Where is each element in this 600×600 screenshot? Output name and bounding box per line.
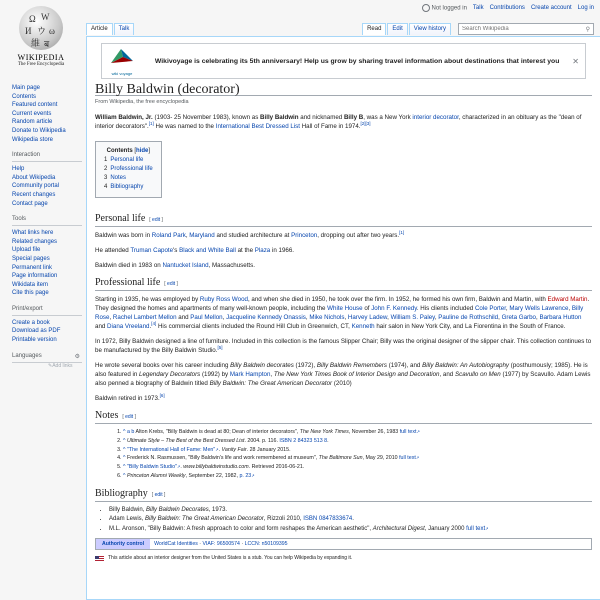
- note-item: 4. ^ Frederick N. Rasmussen, "Billy Baldwin's life and work remembered at museum", The Baltimore Sun, May 29, 2010 full text ↗: [123, 454, 592, 463]
- sidebar-item-upload-file[interactable]: Upload file: [12, 247, 41, 254]
- site-notice-banner: [101, 43, 586, 79]
- paragraph: Starting in 1935, he was employed by Ruby Ross Wood, and when she died in 1950, he took over the firm. In 1952, he formed his own firm, Baldwin and Martin, with Edward Martin. They designed the homes and apartments of many well-known people, including the White House of John F. Kennedy. His clients included Cole Porter, Mary Wells Lawrence, Billy Rose, Rachel Lambert Mellon and Paul Mellon, Jacqueline Kennedy Onassis, Mike Nichols, Harvey Ladew, William S. Paley, Pauline de Rothschild, Greta Garbo, Barbara Hutton and Diana Vreeland.[4] His commercial clients included the Round Hill Club in Greenwich, CT, Kenneth hair salon in New York City, and La Fiorentina in the South of France.: [95, 296, 590, 330]
- sidebar-navigation: [12, 84, 86, 144]
- search-box[interactable]: [458, 23, 594, 35]
- tab-view-history[interactable]: View history: [409, 23, 451, 35]
- tab-talk[interactable]: Talk: [114, 23, 135, 35]
- bibliography-item: • Adam Lewis, Billy Baldwin: The Great American Decorator, Rizzoli 2010, ISBN 0847833674.: [109, 515, 592, 524]
- sidebar-heading-tools[interactable]: Tools: [12, 216, 27, 223]
- personal-tools: [422, 4, 594, 12]
- sidebar-heading-print[interactable]: Print/export: [12, 305, 43, 312]
- not-logged-in: Not logged in: [422, 4, 467, 12]
- sidebar-item-about[interactable]: About Wikipedia: [12, 174, 56, 181]
- gear-icon[interactable]: ⚙: [74, 353, 80, 360]
- note-item: 6. ^ Princeton Alumni Weekly, September 22, 1982, p. 23 ↗: [123, 472, 592, 481]
- toc-hide-toggle[interactable]: hide: [136, 148, 149, 154]
- sidebar: [0, 84, 86, 369]
- sidebar-item-contents[interactable]: Contents: [12, 93, 37, 100]
- paragraph: Baldwin retired in 1973.[6]: [95, 392, 165, 402]
- content: [86, 36, 600, 600]
- logo-wordmark: WIKIPEDIA: [17, 53, 65, 62]
- divider: [12, 315, 82, 316]
- view-tabs: [362, 23, 594, 35]
- tab-read[interactable]: Read: [362, 23, 386, 35]
- toc-item[interactable]: 4 Bibliography: [104, 184, 144, 190]
- paragraph: Baldwin died in 1983 on Nantucket Island, Massachusetts.: [95, 262, 255, 269]
- sidebar-item-contact[interactable]: Contact page: [12, 200, 48, 207]
- bibliography-list: [95, 506, 592, 535]
- authority-control-label[interactable]: Authority control: [96, 539, 150, 549]
- tab-article[interactable]: Article: [86, 23, 113, 35]
- site-sub: From Wikipedia, the free encyclopedia: [95, 99, 189, 105]
- bibliography-item: • Billy Baldwin, Billy Baldwin Decorates, 1973.: [109, 506, 592, 515]
- sidebar-item-create-book[interactable]: Create a book: [12, 319, 50, 326]
- log-in-link[interactable]: Log in: [577, 5, 594, 11]
- section-edit-link[interactable]: [ edit ]: [164, 281, 178, 287]
- tab-edit[interactable]: Edit: [387, 23, 407, 35]
- section-heading-notes: Notes [ edit ]: [95, 411, 592, 424]
- section-edit-link[interactable]: [ edit ]: [122, 414, 136, 420]
- sidebar-item-download-pdf[interactable]: Download as PDF: [12, 328, 61, 335]
- authority-link[interactable]: VIAF: 96500574: [202, 540, 240, 547]
- sidebar-heading-interaction[interactable]: Interaction: [12, 152, 41, 159]
- sidebar-heading-languages[interactable]: Languages ⚙: [12, 352, 80, 360]
- user-icon: [422, 4, 430, 12]
- toc-title: Contents [hide]: [106, 148, 151, 154]
- sidebar-item-community-portal[interactable]: Community portal: [12, 183, 60, 190]
- toc-item[interactable]: 1 Personal life: [104, 157, 144, 163]
- logo-tagline: The Free Encyclopedia: [17, 62, 65, 67]
- globe-icon: Ω W И ウ ω 維 ब: [19, 6, 63, 50]
- create-account-link[interactable]: Create account: [530, 5, 572, 11]
- authority-control: Authority control WorldCat Identities · VIAF: 96500574 · LCCN: n50109395: [95, 538, 592, 550]
- search-icon[interactable]: ⚲: [585, 26, 590, 33]
- namespace-tabs: [86, 23, 135, 35]
- divider: [12, 225, 82, 226]
- add-links[interactable]: ✎Add links: [48, 362, 73, 369]
- bibliography-item: • M.L. Aronson, "Billy Baldwin: A fresh approach to color and form reshapes the American aesthetic", Architectural Digest, January 2000 full text ↗: [109, 524, 592, 534]
- sidebar-print: [12, 319, 86, 345]
- citation[interactable]: [1]: [148, 120, 154, 126]
- note-item: 3. ^ "The International Hall of Fame: Men" ↗ . Vanity Fair. 28 January 2015.: [123, 446, 592, 455]
- authority-link[interactable]: WorldCat Identities: [154, 540, 198, 547]
- section-edit-link[interactable]: [ edit ]: [149, 217, 163, 223]
- sidebar-item-store[interactable]: Wikipedia store: [12, 136, 54, 143]
- paragraph: He attended Truman Capote's Black and White Ball at the Plaza in 1966.: [95, 247, 294, 254]
- link-best-dressed-list[interactable]: International Best Dressed List: [215, 123, 300, 130]
- contributions-link[interactable]: Contributions: [489, 5, 525, 11]
- sidebar-item-recent-changes[interactable]: Recent changes: [12, 191, 56, 198]
- banner-text[interactable]: Wikivoyage is celebrating its 5th anniversary! Help us grow by sharing travel information about destinations that interest you: [154, 57, 560, 65]
- divider: [12, 161, 82, 162]
- table-of-contents: [95, 141, 162, 198]
- citation[interactable]: [2][3]: [360, 120, 371, 126]
- sidebar-item-permanent-link[interactable]: Permanent link: [12, 264, 53, 271]
- wikivoyage-icon: [109, 47, 135, 67]
- sidebar-item-main-page[interactable]: Main page: [12, 85, 41, 91]
- section-heading-personal-life: Personal life [ edit ]: [95, 214, 592, 227]
- note-item: 2. ^ Ultimate Style – The Best of the Best Dressed List. 2004. p. 116. ISBN 2 84323 513 8.: [123, 437, 592, 446]
- wikipedia-logo[interactable]: [6, 6, 76, 76]
- stub-notice: This article about an interior designer from the United States is a stub. You can help Wikipedia by expanding it.: [95, 554, 592, 563]
- note-item: 5. ^ "Billy Baldwin Studio" ↗ . www.billybaldwinstudio.com. Retrieved 2016-06-21.: [123, 463, 592, 472]
- sidebar-item-featured-content[interactable]: Featured content: [12, 102, 58, 109]
- toc-item[interactable]: 2 Professional life: [104, 166, 153, 172]
- sidebar-interaction: [12, 165, 86, 208]
- sidebar-item-special-pages[interactable]: Special pages: [12, 255, 50, 262]
- authority-link[interactable]: LCCN: n50109395: [244, 540, 288, 547]
- sidebar-item-cite[interactable]: Cite this page: [12, 290, 49, 297]
- sidebar-tools: [12, 229, 86, 298]
- talk-link[interactable]: Talk: [472, 5, 484, 11]
- note-item: 1. ^ a b Alton Krebs, "Billy Baldwin is dead at 80; Dean of interior decorators", The New York Times, November 26, 1983 full text ↗: [123, 428, 592, 437]
- section-edit-link[interactable]: [ edit ]: [151, 491, 166, 498]
- search-input[interactable]: [462, 26, 572, 32]
- paragraph: In 1972, Billy Baldwin designed a line of furniture. Included in this collection is the famous Slipper Chair; Billy was the original designer of the slipper chair. This collection continues to be manufactured by the Billy Baldwin Studio.[5]: [95, 338, 592, 354]
- page-title: Billy Baldwin (decorator): [95, 85, 592, 96]
- sidebar-item-donate[interactable]: Donate to Wikipedia: [12, 127, 66, 134]
- section-heading-professional-life: Professional life [ edit ]: [95, 278, 592, 291]
- notes-list: [95, 428, 592, 481]
- sidebar-item-page-information[interactable]: Page information: [12, 273, 58, 280]
- sidebar-item-related-changes[interactable]: Related changes: [12, 238, 58, 245]
- sidebar-item-wikidata-item[interactable]: Wikidata item: [12, 281, 49, 288]
- section-heading-bibliography: Bibliography [ edit ]: [95, 489, 592, 502]
- redlink[interactable]: Edward Martin: [547, 296, 588, 303]
- link-interior-decorator[interactable]: interior decorator: [412, 114, 459, 121]
- us-flag-icon: [95, 556, 104, 562]
- sidebar-item-what-links-here[interactable]: What links here: [12, 230, 54, 237]
- paragraph: Baldwin was born in Roland Park, Maryland and studied architecture at Princeton, dropping out after two years.[1]: [95, 229, 405, 239]
- toc-item[interactable]: 3 Notes: [104, 175, 127, 181]
- sidebar-item-printable[interactable]: Printable version: [12, 337, 57, 344]
- sidebar-item-help[interactable]: Help: [12, 166, 25, 173]
- close-icon[interactable]: ✕: [572, 56, 579, 66]
- paragraph: He wrote several books over his career including Billy Baldwin decorates (1972), Billy Baldwin Remembers (1974), and Billy Baldwin: An Autobiography (posthumously; 1985). He is also featured in Legendary Decorators (1992) by Mark Hampton, The New York Times Book of Interior Design and Decoration, and Scavullo on Men (1977) by Scavullo. Adam Lewis also penned a biography of Baldwin titled Billy Baldwin: The Great American Decorator (2010): [95, 362, 591, 387]
- sidebar-item-random-article[interactable]: Random article: [12, 119, 53, 126]
- lead-paragraph: William Baldwin, Jr. (1903- 25 November 1983), known as Billy Baldwin and nicknamed Billy B, was a New York interior decorator, characterized in an obituary as the "dean of interior decorators".[1] He was named to the International Best Dressed List Hall of Fame in 1974.[2][3]: [95, 114, 582, 130]
- wikivoyage-logo[interactable]: wiki voyage: [102, 47, 142, 76]
- sidebar-item-current-events[interactable]: Current events: [12, 110, 52, 117]
